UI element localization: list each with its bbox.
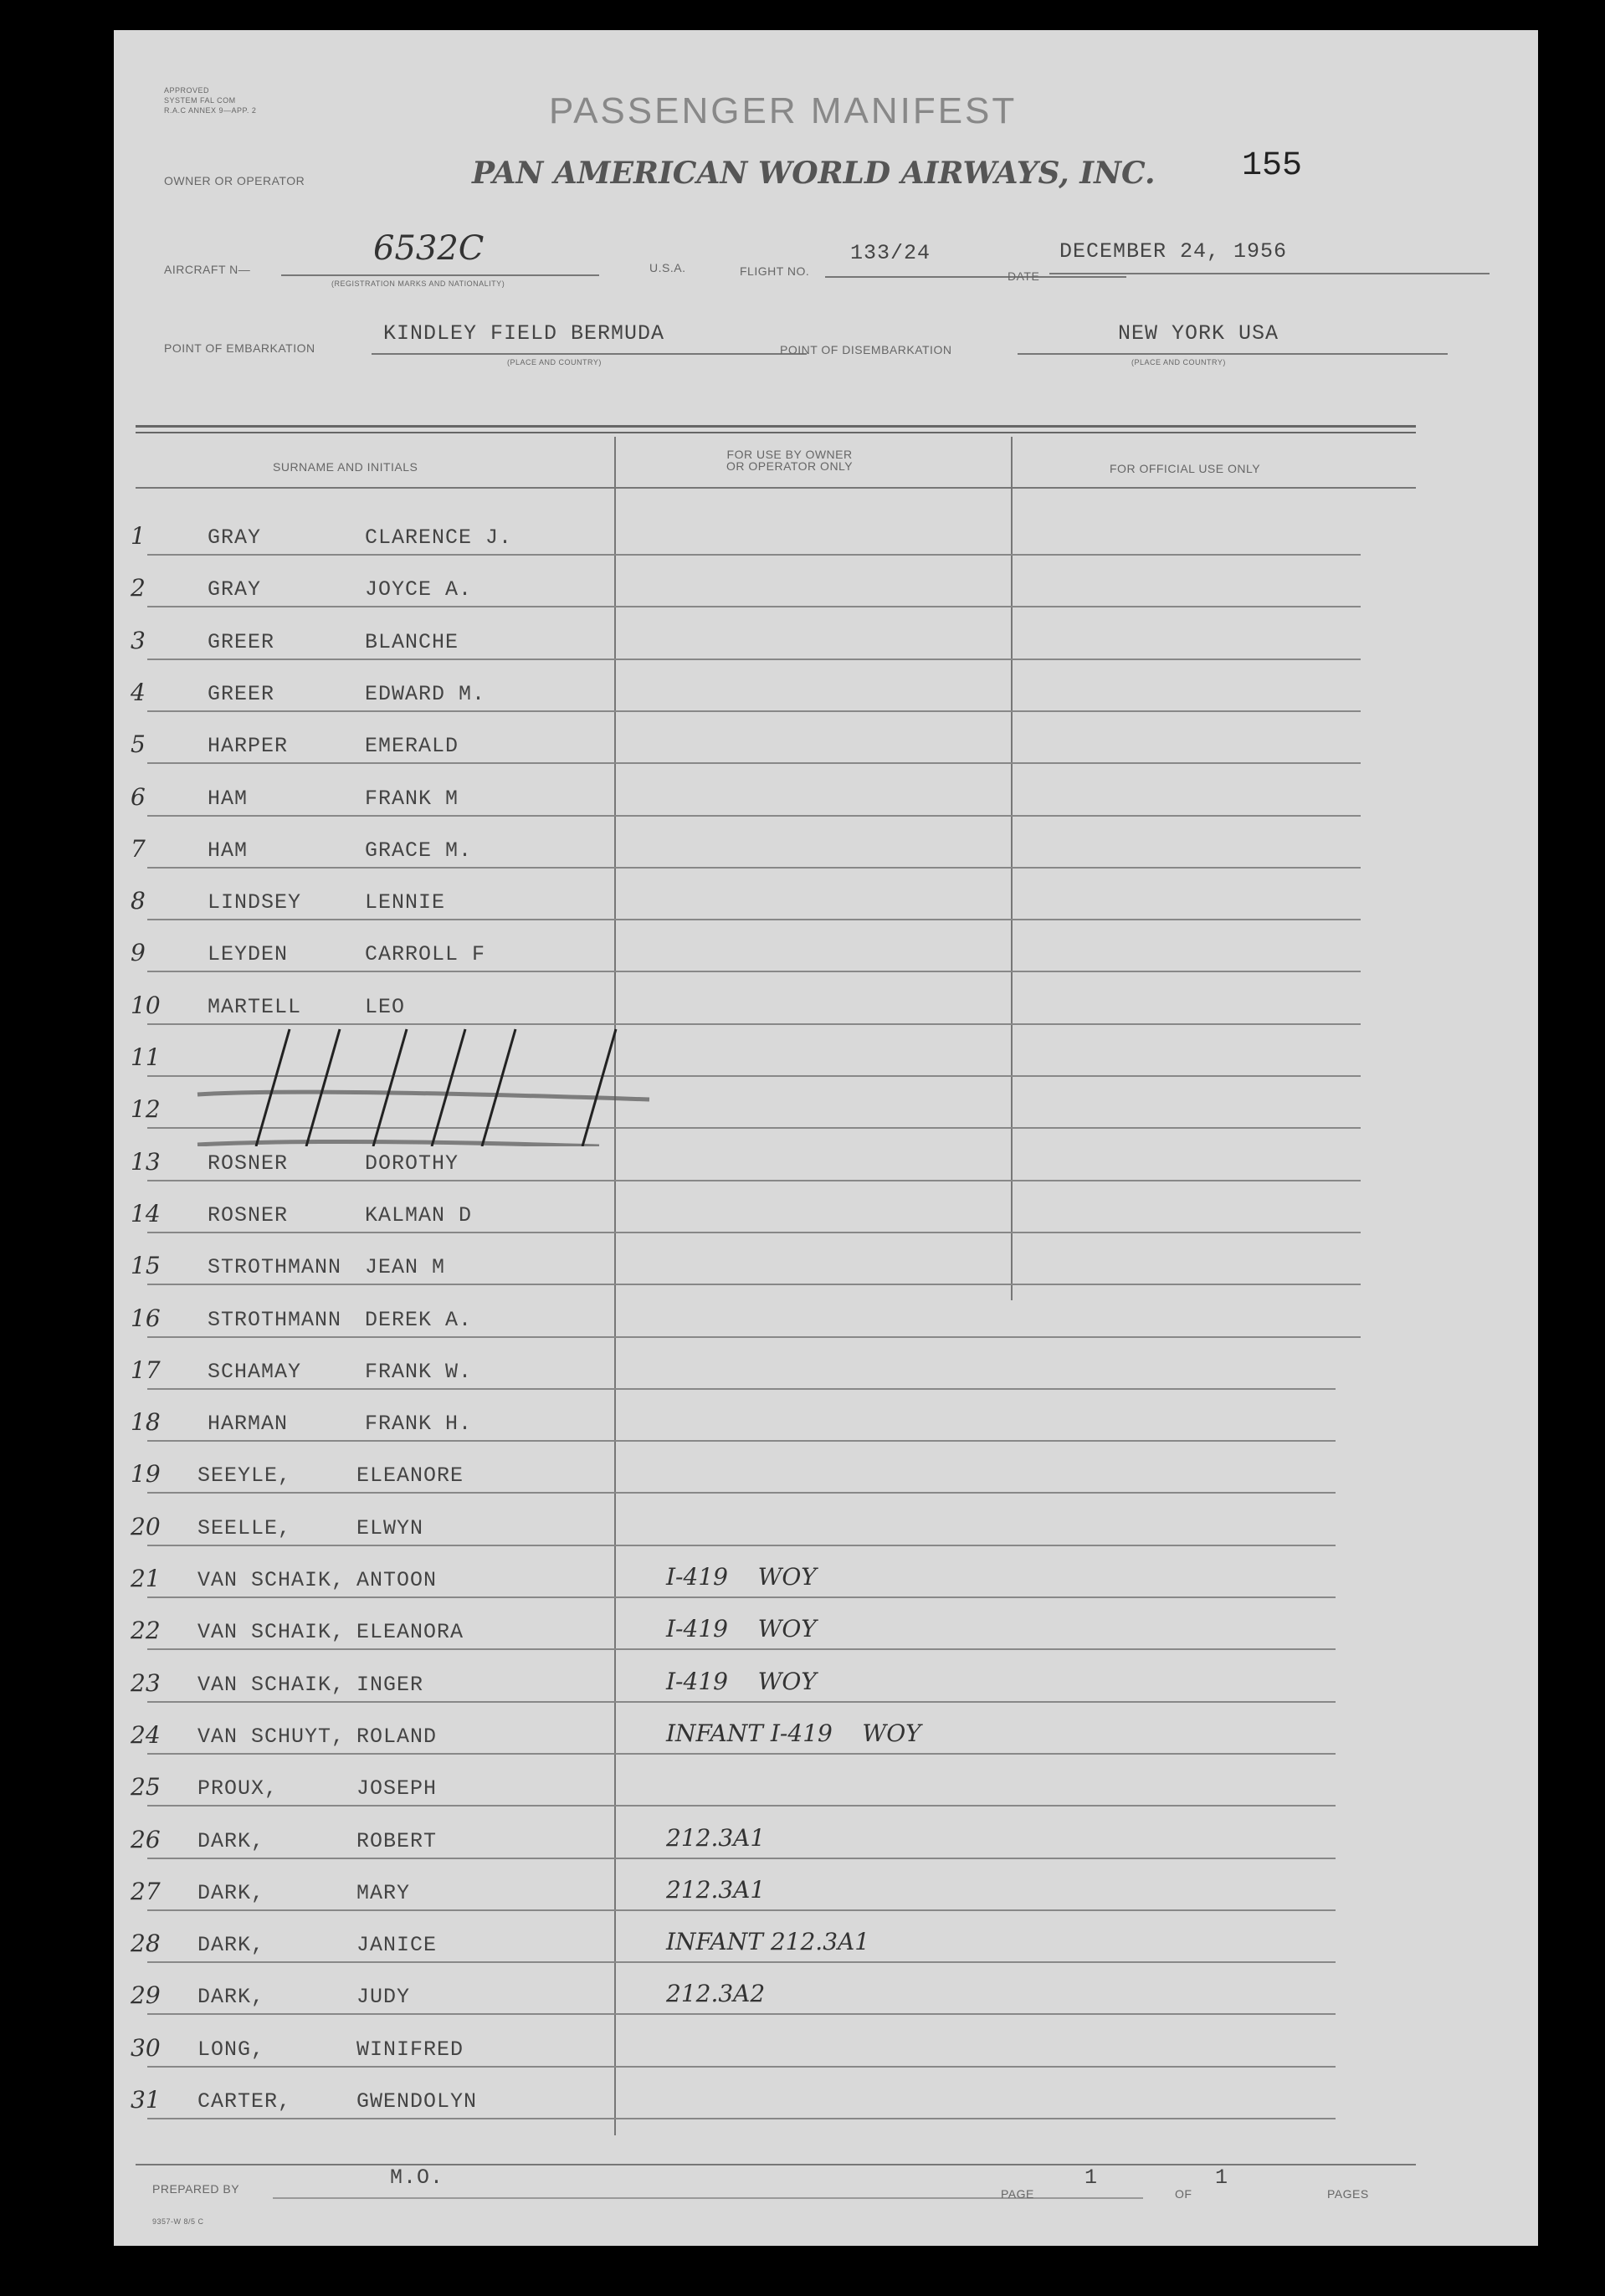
passenger-given-name: LENNIE [365, 890, 446, 915]
row-number: 2 [131, 574, 146, 602]
pages-label: PAGES [1327, 2187, 1369, 2201]
passenger-given-name: MARY [356, 1881, 411, 1905]
table-row [114, 1980, 1538, 2022]
passenger-surname: GRAY [208, 577, 262, 602]
row-number: 19 [131, 1460, 161, 1488]
passenger-given-name: ROLAND [356, 1725, 438, 1749]
passenger-surname: VAN SCHAIK, [197, 1673, 346, 1697]
owner-use-entry: 212.3A2 [666, 1980, 766, 2007]
table-row [114, 572, 1538, 614]
table-row [114, 1198, 1538, 1240]
embark-label: POINT OF EMBARKATION [164, 341, 315, 355]
passenger-surname: STROTHMANN [208, 1255, 342, 1279]
passenger-surname: MARTELL [208, 995, 302, 1019]
row-number: 29 [131, 1981, 161, 2009]
row-number: 21 [131, 1565, 161, 1592]
passenger-given-name: GWENDOLYN [356, 2089, 478, 2114]
owner-use-entry: I-419 WOY [666, 1563, 817, 1591]
disembark-place: NEW YORK USA [1118, 321, 1279, 346]
passenger-given-name: JOSEPH [356, 1776, 438, 1801]
passenger-given-name: FRANK M [365, 787, 459, 811]
row-number: 6 [131, 783, 146, 811]
table-row [114, 833, 1538, 875]
table-row [114, 2032, 1538, 2074]
row-number: 9 [131, 939, 146, 966]
passenger-given-name: LEO [365, 995, 406, 1019]
table-row [114, 1458, 1538, 1500]
passenger-surname: GREER [208, 682, 275, 706]
table-row [114, 1824, 1538, 1866]
aircraft-number: 6532C [373, 229, 485, 268]
passenger-given-name: BLANCHE [365, 630, 459, 654]
table-row [114, 1303, 1538, 1345]
passenger-given-name: INGER [356, 1673, 424, 1697]
aircraft-label: AIRCRAFT N— [164, 263, 251, 276]
row-number: 25 [131, 1773, 161, 1801]
table-row [114, 1563, 1538, 1605]
passenger-surname: HARMAN [208, 1412, 289, 1436]
row-number: 22 [131, 1617, 161, 1644]
table-row [114, 677, 1538, 719]
passenger-given-name: JOYCE A. [365, 577, 473, 602]
flight-number: 133/24 [850, 241, 931, 265]
row-number: 16 [131, 1304, 161, 1332]
table-row [114, 1407, 1538, 1448]
form-title: PASSENGER MANIFEST [549, 90, 1018, 131]
passenger-surname: LONG, [197, 2037, 265, 2062]
disembark-note: (PLACE AND COUNTRY) [1131, 358, 1226, 366]
date-label: DATE [1008, 269, 1040, 283]
passenger-surname: HAM [208, 838, 249, 863]
of-label: OF [1175, 2187, 1192, 2201]
passenger-given-name: ROBERT [356, 1829, 438, 1853]
col-surname: SURNAME AND INITIALS [273, 460, 418, 474]
passenger-surname: VAN SCHAIK, [197, 1568, 346, 1592]
table-row [114, 1511, 1538, 1553]
row-number: 23 [131, 1669, 161, 1697]
table-row [114, 1771, 1538, 1813]
registration-note: (REGISTRATION MARKS AND NATIONALITY) [331, 279, 505, 288]
row-number: 12 [131, 1095, 161, 1123]
passenger-surname: HARPER [208, 734, 289, 758]
table-row [114, 782, 1538, 823]
passenger-given-name: ANTOON [356, 1568, 438, 1592]
passenger-surname: DARK, [197, 1829, 265, 1853]
passenger-surname: VAN SCHUYT, [197, 1725, 346, 1749]
row-number: 28 [131, 1930, 161, 1957]
passenger-surname: SCHAMAY [208, 1360, 302, 1384]
flight-date: DECEMBER 24, 1956 [1059, 239, 1288, 264]
row-number: 8 [131, 887, 146, 915]
owner-use-entry: INFANT 212.3A1 [666, 1928, 870, 1955]
owner-use-entry: 212.3A1 [666, 1824, 766, 1852]
passenger-given-name: JANICE [356, 1933, 438, 1957]
table-row [114, 1928, 1538, 1970]
page-label: PAGE [1001, 2187, 1034, 2201]
col-official-use: FOR OFFICIAL USE ONLY [1110, 462, 1261, 475]
passenger-surname: ROSNER [208, 1203, 289, 1227]
passenger-surname: SEEYLE, [197, 1463, 292, 1488]
page-number: 155 [1242, 147, 1303, 185]
table-row [114, 1719, 1538, 1761]
passenger-surname: SEELLE, [197, 1516, 292, 1540]
owner-use-entry: INFANT I-419 WOY [666, 1719, 921, 1747]
row-number: 31 [131, 2086, 161, 2114]
table-row [114, 885, 1538, 927]
table-row [114, 937, 1538, 979]
strike-marks [164, 1021, 716, 1146]
page-total: 1 [1215, 2165, 1229, 2190]
passenger-given-name: WINIFRED [356, 2037, 464, 2062]
row-number: 27 [131, 1878, 161, 1905]
passenger-given-name: EDWARD M. [365, 682, 486, 706]
owner-use-entry: 212.3A1 [666, 1876, 766, 1904]
passenger-given-name: ELWYN [356, 1516, 424, 1540]
passenger-given-name: FRANK H. [365, 1412, 473, 1436]
page-current: 1 [1085, 2165, 1099, 2190]
col-owner-use: FOR USE BY OWNER OR OPERATOR ONLY [726, 448, 854, 473]
table-row [114, 1355, 1538, 1397]
row-number: 15 [131, 1252, 161, 1279]
table-row [114, 729, 1538, 771]
operator-name: PAN AMERICAN WORLD AIRWAYS, INC. [472, 156, 1156, 191]
row-number: 26 [131, 1826, 161, 1853]
row-number: 30 [131, 2034, 161, 2062]
passenger-surname: GRAY [208, 525, 262, 550]
row-number: 4 [131, 679, 146, 706]
table-row [114, 1876, 1538, 1918]
row-number: 13 [131, 1148, 161, 1176]
table-row [114, 1250, 1538, 1292]
passenger-surname: HAM [208, 787, 249, 811]
row-number: 14 [131, 1200, 161, 1227]
row-number: 5 [131, 730, 146, 758]
passenger-given-name: JEAN M [365, 1255, 446, 1279]
row-number: 17 [131, 1356, 161, 1384]
passenger-given-name: DOROTHY [365, 1151, 459, 1176]
prepared-label: PREPARED BY [152, 2182, 240, 2196]
row-number: 20 [131, 1513, 161, 1540]
passenger-given-name: ELEANORA [356, 1620, 464, 1644]
embark-note: (PLACE AND COUNTRY) [507, 358, 602, 366]
passenger-surname: ROSNER [208, 1151, 289, 1176]
passenger-surname: PROUX, [197, 1776, 279, 1801]
usa-label: U.S.A. [649, 261, 686, 274]
row-number: 7 [131, 835, 146, 863]
form-number: 9357-W 8/5 C [152, 2217, 204, 2226]
owner-label: OWNER OR OPERATOR [164, 174, 305, 187]
table-row [114, 2084, 1538, 2126]
passenger-surname: DARK, [197, 1933, 265, 1957]
row-number: 1 [131, 522, 146, 550]
table-row [114, 1615, 1538, 1657]
embark-place: KINDLEY FIELD BERMUDA [383, 321, 665, 346]
row-number: 3 [131, 627, 146, 654]
table-row [114, 520, 1538, 562]
passenger-given-name: EMERALD [365, 734, 459, 758]
row-number: 10 [131, 992, 161, 1019]
passenger-given-name: FRANK W. [365, 1360, 473, 1384]
row-number: 18 [131, 1408, 161, 1436]
passenger-given-name: JUDY [356, 1985, 411, 2009]
table-row [114, 1668, 1538, 1709]
manifest-page [114, 30, 1538, 2246]
table-row [114, 625, 1538, 667]
row-number: 24 [131, 1721, 161, 1749]
passenger-given-name: GRACE M. [365, 838, 473, 863]
passenger-surname: GREER [208, 630, 275, 654]
passenger-surname: DARK, [197, 1881, 265, 1905]
passenger-surname: LEYDEN [208, 942, 289, 966]
passenger-surname: LINDSEY [208, 890, 302, 915]
table-row [114, 1146, 1538, 1188]
owner-use-entry: I-419 WOY [666, 1668, 817, 1695]
passenger-surname: STROTHMANN [208, 1308, 342, 1332]
disembark-label: POINT OF DISEMBARKATION [780, 343, 952, 356]
passenger-given-name: CLARENCE J. [365, 525, 513, 550]
passenger-given-name: DEREK A. [365, 1308, 473, 1332]
prepared-by: M.O. [390, 2165, 444, 2190]
owner-use-entry: I-419 WOY [666, 1615, 817, 1643]
passenger-surname: CARTER, [197, 2089, 292, 2114]
passenger-given-name: CARROLL F [365, 942, 486, 966]
passenger-surname: DARK, [197, 1985, 265, 2009]
passenger-surname: VAN SCHAIK, [197, 1620, 346, 1644]
row-number: 11 [131, 1043, 161, 1071]
flight-label: FLIGHT NO. [740, 264, 810, 278]
passenger-given-name: ELEANORE [356, 1463, 464, 1488]
approval-note: APPROVED SYSTEM FAL COM R.A.C ANNEX 9—APP. 2 [164, 86, 257, 115]
passenger-given-name: KALMAN D [365, 1203, 473, 1227]
